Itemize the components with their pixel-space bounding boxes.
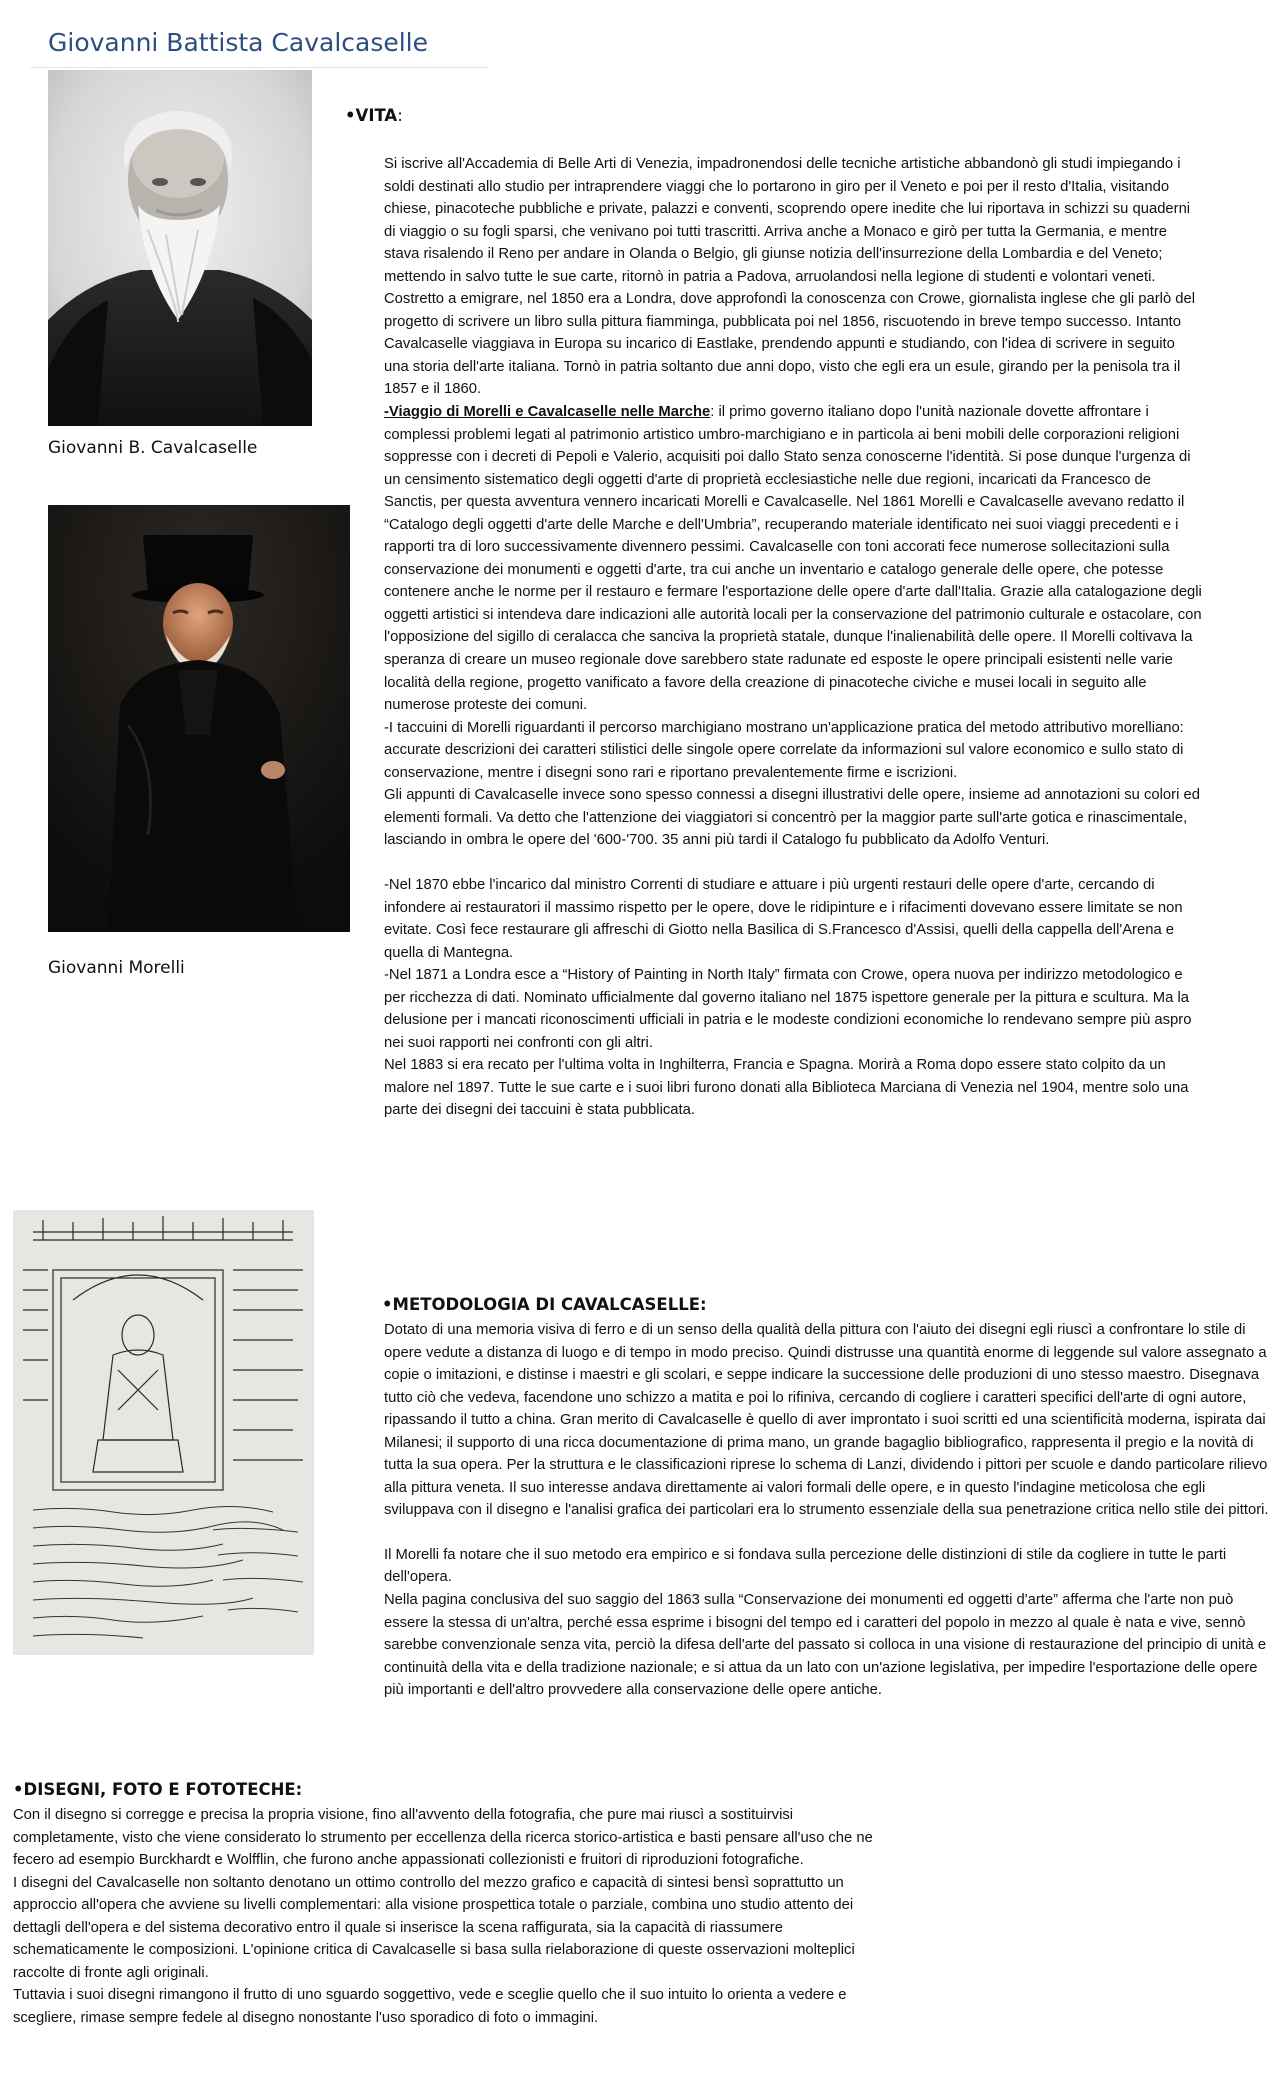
vita-paragraph: -I taccuini di Morelli riguardanti il percorso marchigiano mostrano un'applicazione pratica del metodo attributivo morelliano: accurate descrizioni dei caratteri stilistici delle singole opere correlate da informazioni sul valore economico e sullo stato di conservazione, mentre i disegni sono rari e riportano prevalentemente firme e iscrizioni.: [384, 719, 1184, 781]
bullet: •: [382, 1295, 393, 1314]
vita-paragraph: -Nel 1871 a Londra esce a “History of Painting in North Italy” firmata con Crowe, opera nuova per indirizzo metodologico e per ricchezza di dati. Nominato ufficialmente dal governo italiano nel 1875 ispettore generale per la pittura e scultura. Ma la delusione per i mancati riconoscimenti ufficiali in patria e le modeste condizioni economiche lo rendevano sempre più aspro nei suoi rapporti nei confronti con gli altri.: [384, 967, 1192, 1051]
cavalcaselle-sketch: [13, 1210, 314, 1655]
morelli-portrait: [48, 505, 350, 932]
vita-paragraph: -Nel 1870 ebbe l'incarico dal ministro Correnti di studiare e attuare i più urgenti restauri delle opere d'arte, cercando di infondere ai restauratori il massimo rispetto per le opere, dove le ridipinture e i rifacimenti dovevano essere limitate se non evitate. Così fece restaurare gli affreschi di Giotto nella Basilica di S.Francesco d'Assisi, quelli della cappella dell'Arena e quella di Mantegna.: [384, 876, 1183, 961]
section-heading-vita: [345, 106, 403, 125]
disegni-paragraph: I disegni del Cavalcaselle non soltanto denotano un ottimo controllo del mezzo grafico e capacità di sintesi bensì soprattutto un approccio all'opera che avviene su livelli complementari: alla visione prospettica totale o parziale, combina uno studio attento dei dettagli dell'opera e del sistema decorativo entro il quale si inserisce la scena raffigurata, sia la capacità di riassumere schematicamente le composizioni. L'opinione critica di Cavalcaselle si basa sulla rielaborazione di queste osservazioni molteplici raccolte di fronte agli originali.: [13, 1874, 855, 1981]
disegni-paragraph: Tuttavia i suoi disegni rimangono il frutto di uno sguardo soggettivo, vede e sceglie quello che il suo intuito lo orienta a vedere e scegliere, rimase sempre fedele al disegno nonostante l'uso sporadico di foto o immagini.: [13, 1987, 847, 2026]
section-heading-disegni: [13, 1780, 302, 1799]
disegni-body: [13, 1804, 889, 2029]
vita-paragraph: Nel 1883 si era recato per l'ultima volta in Inghilterra, Francia e Spagna. Morirà a Roma dopo essere stato colpito da un malore nel 1897. Tutte le sue carte e i suoi libri furono donati alla Biblioteca Marciana di Venezia nel 1904, mentre solo una parte dei disegni dei taccuini è stata pubblicata.: [384, 1057, 1189, 1119]
section-heading-metodologia: [382, 1295, 707, 1314]
metodologia-paragraph: Nella pagina conclusiva del suo saggio del 1863 sulla “Conservazione dei monumenti ed oggetti d'arte” afferma che l'arte non può essere la stessa di un'altra, perché essa esprime i bisogni del tempo ed i caratteri del popolo in mezzo al quale è nata e vive, sennò sarebbe convenzionale senza vita, perciò la difesa dell'arte del passato si colloca in una visione di restaurazione del principio di unità e continuità della vita e della tradizione nazionale; e si attua da un lato con un'azione legislativa, per impedire l'esportazione delle opere più importanti e dell'altro provvedere alla conservazione delle opere antiche.: [384, 1592, 1267, 1699]
metodologia-paragraph: Il Morelli fa notare che il suo metodo era empirico e si fondava sulla percezione delle distinzioni di stile da cogliere in tutte le parti dell'opera.: [384, 1546, 1227, 1586]
caption-morelli: Giovanni Morelli: [48, 958, 185, 978]
caption-cavalcaselle: Giovanni B. Cavalcaselle: [48, 438, 258, 458]
vita-heading-colon: :: [397, 106, 403, 125]
vita-paragraph: Si iscrive all'Accademia di Belle Arti di Venezia, impadronendosi delle tecniche artistiche abbandonò gli studi impiegando i soldi destinati allo studio per intraprendere viaggi che lo portarono in giro per il Veneto e poi per il resto d'Italia, visitando chiese, pinacoteche pubbliche e private, palazzi e conventi, scoprendo opere inedite che lui riportava in schizzi su quaderni di viaggio o su fogli sparsi, che venivano poi tutti trascritti. Arriva anche a Monaco e girò per tutta la Germania, e mentre stava risalendo il Reno per andare in Olanda o Belgio, gli giunse notizia dell'insurrezione della Lombardia e del Veneto; mettendo in salvo tutte le sue carte, ritornò in patria a Padova, arruolandosi nella legione di studenti e volontari veneti. Costretto a emigrare, nel 1850 era a Londra, dove approfondì la conoscenza con Crowe, giornalista inglese che gli parlò del progetto di scrivere un libro sulla pittura fiamminga, pubblicata poi nel 1856, riscuotendo in breve tempo successo. Intanto Cavalcaselle viaggiava in Europa su incarico di Eastlake, prendendo appunti e studiando, con l'idea di scrivere in seguito una storia dell'arte italiana. Tornò in patria soltanto due anni dopo, visto che egli era un esule, girando per la penisola tra il 1857 e il 1860.: [384, 156, 1196, 398]
vita-paragraph-text: : il primo governo italiano dopo l'unità nazionale dovette affrontare i complessi problemi legati al patrimonio artistico umbro-marchigiano e in particola ai beni mobili delle corporazioni religioni soppresse con i decreti di Pepoli e Valerio, acquisiti poi dallo Stato senza conoscerne l'identità. Si pose dunque l'urgenza di un censimento sistematico degli oggetti d'arte di proprietà ecclesiastiche nelle due regioni, incaricati da Francesco de Sanctis, per questa avventura vennero incaricati Morelli e Cavalcaselle. Nel 1861 Morelli e Cavalcaselle avevano redatto il “Catalogo degli oggetti d'arte delle Marche e dell'Umbria”, recuperando materiale identificato nei suoi viaggi precedenti e i rapporti tra di loro successivamente divennero pessimi. Cavalcaselle con toni accorati fece numerose sollecitazioni sulla conservazione dei monumenti e oggetti d'arte, tra cui anche un inventario e catalogo generale delle opere, che potesse contenere anche le norme per il restauro e fermare l'esportazione delle opere d'arte dall'Italia. Grazie alla catalogazione degli oggetti artistici si intendeva dare indicazioni alle autorità locali per la conservazione del patrimonio culturale e ostacolare, con l'opposizione del sigillo di ceralacca che sanciva la proprietà statale, dunque l'inalienabilità delle opere. Il Morelli coltivava la speranza di creare un museo regionale dove sarebbero state radunate ed esposte le opere principali esistenti nelle varie località della regione, progetto vanificato a favore della creazione di pinacoteche civiche e musei locali in seguito alle numerose proteste dei comuni.: [384, 404, 1202, 714]
bullet: •: [13, 1780, 24, 1799]
metodologia-body: [384, 1319, 1274, 1702]
disegni-paragraph: Con il disegno si corregge e precisa la propria visione, fino all'avvento della fotografia, che pure mai riuscì a sostituirvisi completamente, visto che viene considerato lo strumento per eccellenza della ricerca storico-artistica e basti pensare all'uso che ne fecero ad esempio Burckhardt e Wolfflin, che furono anche appassionati collezionisti e fruitori di riproduzioni fotografiche.: [13, 1807, 873, 1869]
vita-body: [384, 153, 1202, 1122]
vita-paragraph-morelli-trip: [384, 401, 1202, 717]
title-divider: [30, 67, 488, 68]
bullet: •: [345, 106, 356, 125]
page-title: Giovanni Battista Cavalcaselle: [48, 28, 429, 57]
metodologia-paragraph: Dotato di una memoria visiva di ferro e di un senso della qualità della pittura con l'aiuto dei disegni egli riuscì a confrontare lo stile di opere vedute a distanza di luogo e di tempo in modo preciso. Quindi distrusse una quantità enorme di leggende sul valore assegnato a copie o imitazioni, e distinse i maestri e gli scolari, e seppe indicare la successione delle produzioni di uno stesso maestro. Disegnava tutto ciò che vedeva, facendone uno schizzo a matita e poi lo rifiniva, cercando di cogliere i caratteri specifici dell'arte di ogni autore, ripassando il tutto a china. Gran merito di Cavalcaselle è quello di aver improntato i suoi scritti ed una scientificità moderna, ispirata dai Milanesi; il supporto di una ricca documentazione di prima mano, un grande bagaglio bibliografico, rappresenta il pregio e la novità di tutta la sua opera. Per la struttura e le classificazioni riprese lo schema di Lanzi, dividendo i pittori per scuole e dando particolare rilievo alla pittura veneta. Il suo interesse andava direttamente ai valori formali delle opere, e in questo l'indagine meticolosa che egli sviluppava con il disegno e l'analisi grafica dei particolari era lo strumento essenziale della sua penetrazione critica nello stile dei pittori.: [384, 1322, 1269, 1519]
vita-heading-text: VITA: [355, 106, 398, 125]
metodologia-heading-text: METODOLOGIA DI CAVALCASELLE:: [392, 1295, 707, 1314]
vita-paragraph: Gli appunti di Cavalcaselle invece sono spesso connessi a disegni illustrativi delle opere, insieme ad annotazioni su colori ed elementi formali. Va detto che l'attenzione dei viaggiatori si concentrò per la maggior parte sull'arte gotica e rinascimentale, lasciando in ombra le opere del '600-'700. 35 anni più tardi il Catalogo fu pubblicato da Adolfo Venturi.: [384, 787, 1200, 849]
cavalcaselle-portrait: [48, 70, 312, 426]
vita-subheading: -Viaggio di Morelli e Cavalcaselle nelle Marche: [384, 404, 711, 421]
disegni-heading-text: DISEGNI, FOTO E FOTOTECHE:: [23, 1780, 303, 1799]
